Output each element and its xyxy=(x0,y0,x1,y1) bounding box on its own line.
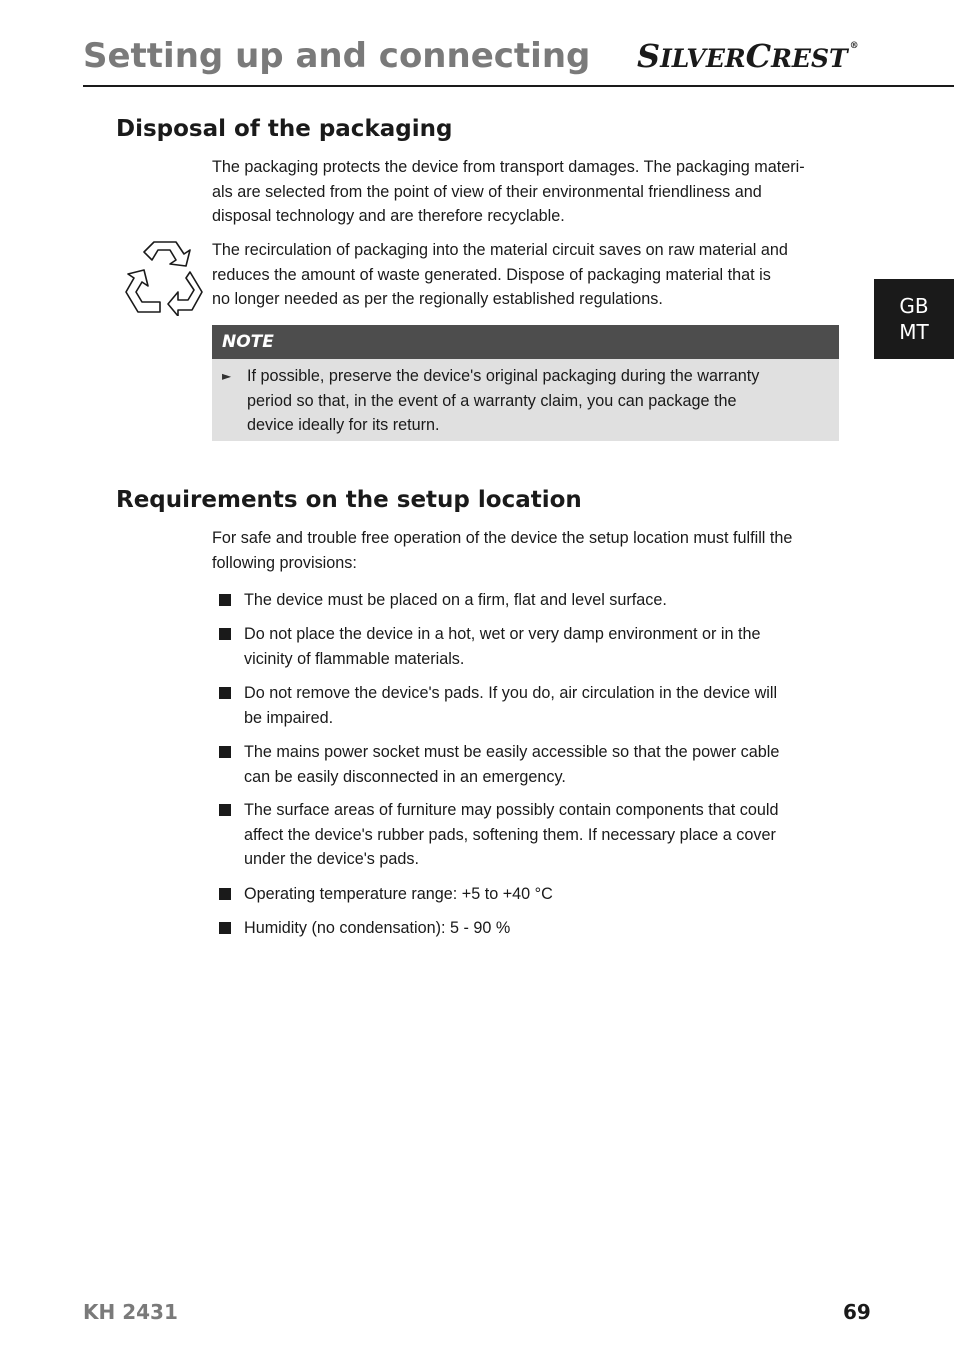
note-text: If possible, preserve the device's original packaging during the warranty period so that, in the event of a warranty claim, you can package the device ideally for its return. xyxy=(247,367,760,434)
language-tab xyxy=(874,279,954,359)
list-item: The device must be placed on a firm, flat and level surface. xyxy=(244,591,667,609)
list-item: The surface areas of furniture may possibly contain components that could affect the device's rubber pads, softening them. If necessary place a cover under the device's pads. xyxy=(244,801,779,868)
list-item: Operating temperature range: +5 to +40 °C xyxy=(244,885,553,903)
bullet-square-icon xyxy=(219,746,231,758)
bullet-square-icon xyxy=(219,922,231,934)
footer-model-number: KH 2431 xyxy=(83,1300,178,1324)
bullet-square-icon xyxy=(219,687,231,699)
list-item: The mains power socket must be easily accessible so that the power cable can be easily disconnected in an emergency. xyxy=(244,743,780,786)
disposal-paragraph-1: The packaging protects the device from transport damages. The packaging materi- als are selected from the point of view of their environmental friendliness and disposal technology and are therefore recyclable. xyxy=(212,158,805,225)
recycling-icon xyxy=(124,240,204,316)
language-code-gb: GB xyxy=(899,294,929,318)
brand-logo: SILVERCREST ® xyxy=(637,37,859,75)
list-item: Humidity (no condensation): 5 - 90 % xyxy=(244,919,511,937)
requirements-intro: For safe and trouble free operation of the device the setup location must fulfill the following provisions: xyxy=(212,529,793,572)
list-item: Do not remove the device's pads. If you do, air circulation in the device will be impaired. xyxy=(244,684,778,727)
language-code-mt: MT xyxy=(899,320,929,344)
page-title: Setting up and connecting xyxy=(83,36,591,76)
bullet-square-icon xyxy=(219,594,231,606)
disposal-heading: Disposal of the packaging xyxy=(116,116,453,142)
footer-page-number: 69 xyxy=(843,1300,871,1324)
bullet-square-icon xyxy=(219,628,231,640)
bullet-square-icon xyxy=(219,888,231,900)
list-item: Do not place the device in a hot, wet or very damp environment or in the vicinity of flammable materials. xyxy=(244,625,761,668)
header-rule xyxy=(83,85,954,87)
arrow-right-icon: ► xyxy=(222,369,232,383)
bullet-square-icon xyxy=(219,804,231,816)
note-header: NOTE xyxy=(212,325,839,359)
disposal-paragraph-2: The recirculation of packaging into the material circuit saves on raw material and reduces the amount of waste generated. Dispose of packaging material that is no longer needed as per the regionally established regulations. xyxy=(212,241,788,308)
requirements-heading: Requirements on the setup location xyxy=(116,487,582,513)
